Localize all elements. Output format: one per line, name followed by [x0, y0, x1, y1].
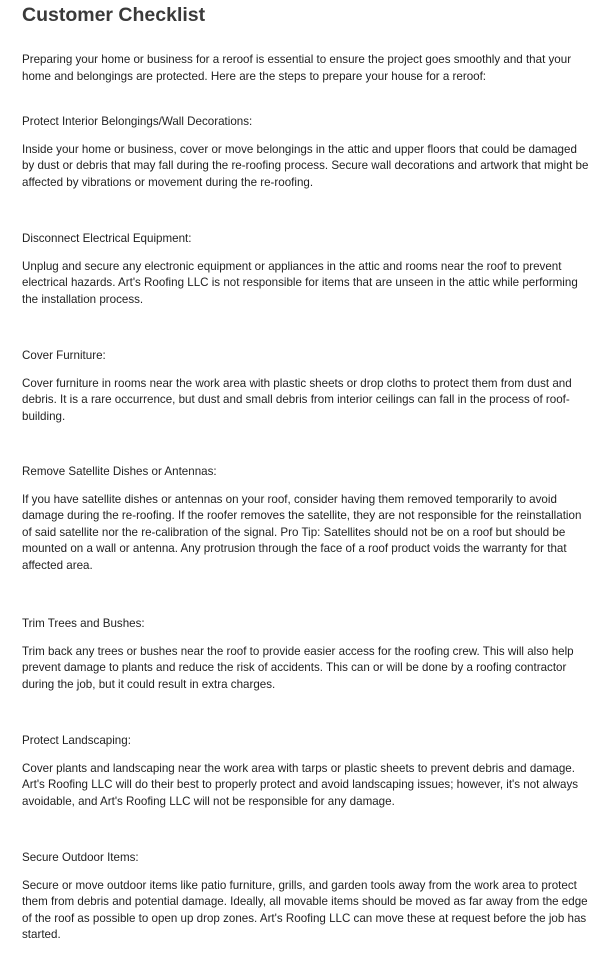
section-heading: Secure Outdoor Items:: [22, 851, 139, 864]
section-heading: Cover Furniture:: [22, 349, 106, 362]
section-body: Unplug and secure any electronic equipment or appliances in the attic and rooms near the roof to prevent electrical hazards. Art's Roofing LLC is not responsible for items that are unseen in the attic while performing the installation process.: [22, 259, 578, 306]
section-heading: Disconnect Electrical Equipment:: [22, 232, 192, 245]
section-trim-trees: [22, 616, 591, 693]
section-protect-landscaping: [22, 733, 591, 810]
section-protect-interior: [22, 114, 591, 191]
section-disconnect-electrical: [22, 231, 591, 308]
section-secure-outdoor: [22, 850, 591, 944]
section-body: Cover plants and landscaping near the work area with tarps or plastic sheets to prevent debris and damage. Art's Roofing LLC will do their best to properly protect and avoid landscaping issues; however, it's not always avoidable, and Art's Roofing LLC will not be responsible for any damage.: [22, 761, 579, 808]
intro-text: Preparing your home or business for a reroof is essential to ensure the project goes smoothly and that your home and belongings are protected. Here are the steps to prepare your house for a reroof:: [22, 53, 572, 83]
section-heading: Remove Satellite Dishes or Antennas:: [22, 465, 217, 478]
section-body: If you have satellite dishes or antennas on your roof, consider having them removed temporarily to avoid damage during the re-roofing. If the roofer removes the satellite, they are not responsible for the reinstallation of said satellite nor the re-calibration of the signal. Pro Tip: Satellites should not be on a roof but should be mounted on a wall or antenna. Any protrusion through the face of a roof product voids the warranty for that affected area.: [22, 492, 582, 572]
intro-block: [22, 52, 591, 85]
section-heading: Trim Trees and Bushes:: [22, 617, 145, 630]
section-body: Cover furniture in rooms near the work area with plastic sheets or drop cloths to protect them from dust and debris. It is a rare occurrence, but dust and small debris from interior ceilings can fall in the process of roof-building.: [22, 376, 572, 423]
page-title: Customer Checklist: [22, 4, 206, 26]
section-body: Trim back any trees or bushes near the roof to provide easier access for the roofing crew. This will also help prevent damage to plants and reduce the risk of accidents. This can or will be done by a roofing contractor during the job, but it could result in extra charges.: [22, 644, 574, 691]
section-cover-furniture: [22, 348, 591, 425]
section-heading: Protect Interior Belongings/Wall Decorations:: [22, 115, 253, 128]
section-heading: Protect Landscaping:: [22, 734, 131, 747]
section-remove-satellite: [22, 464, 591, 574]
section-body: Secure or move outdoor items like patio furniture, grills, and garden tools away from the work area to protect them from debris and potential damage. Ideally, all movable items should be moved as far away from the edge of the roof as possible to open up drop zones. Art's Roofing LLC can move these at request before the job has started.: [22, 878, 588, 941]
section-body: Inside your home or business, cover or move belongings in the attic and upper floors that could be damaged by dust or debris that may fall during the re-roofing process. Secure wall decorations and artwork that might be affected by vibrations or movement during the re-roofing.: [22, 142, 589, 189]
